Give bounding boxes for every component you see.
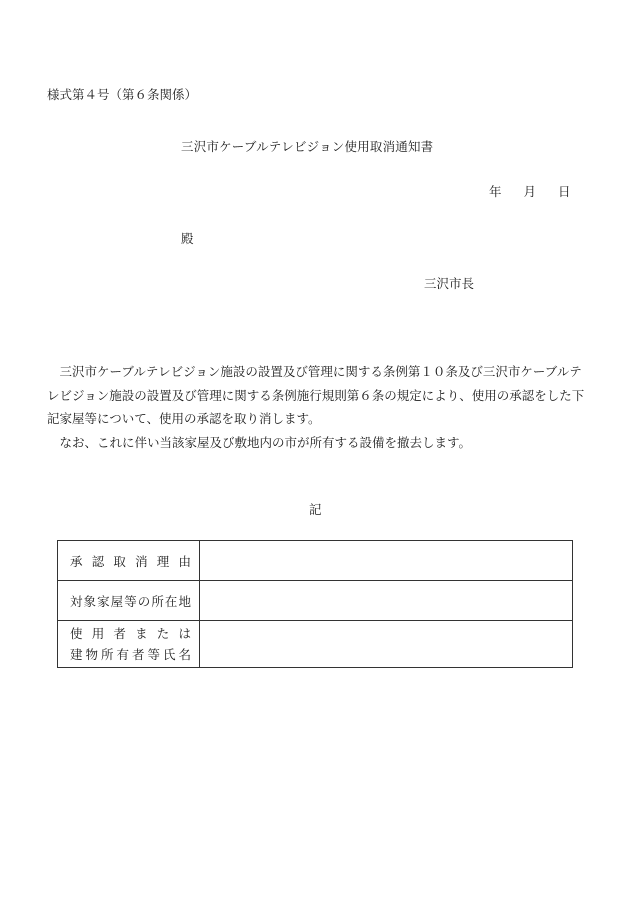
date-month-label: 月 (523, 184, 537, 199)
body-paragraph-1: 三沢市ケーブルテレビジョン施設の設置及び管理に関する条例第１０条及び三沢市ケーブルテレビジョン施設の設置及び管理に関する条例施行規則第６条の規定により、使用の承認をした下記家屋等について、使用の承認を取り消します。 (47, 364, 585, 426)
date-line (489, 182, 571, 200)
table-row (58, 621, 573, 668)
label-line-2: 建物所有者等氏名 (70, 647, 191, 662)
date-day-label: 日 (558, 184, 571, 199)
label-cancel-reason: 承認取消理由 (58, 541, 200, 581)
property-location-field[interactable] (200, 581, 573, 621)
label-property-location: 対象家屋等の所在地 (58, 581, 200, 621)
cancel-reason-field[interactable] (200, 541, 573, 581)
date-year-label: 年 (489, 184, 502, 199)
addressee-honorific: 殿 (181, 231, 194, 246)
user-owner-name-field[interactable] (200, 621, 573, 668)
notice-body (47, 360, 587, 454)
details-table (57, 540, 573, 668)
document-title: 三沢市ケーブルテレビジョン使用取消通知書 (181, 139, 434, 154)
label-line-1: 使用者または (70, 626, 191, 641)
body-paragraph-2: なお、これに伴い当該家屋及び敷地内の市が所有する設備を撤去します。 (59, 434, 472, 450)
label-user-owner-name (58, 621, 200, 668)
table-row (58, 541, 573, 581)
form-number: 様式第４号（第６条関係） (47, 87, 198, 102)
table-row (58, 581, 573, 621)
issuer-name: 三沢市長 (424, 276, 475, 291)
ki-heading: 記 (309, 502, 322, 517)
